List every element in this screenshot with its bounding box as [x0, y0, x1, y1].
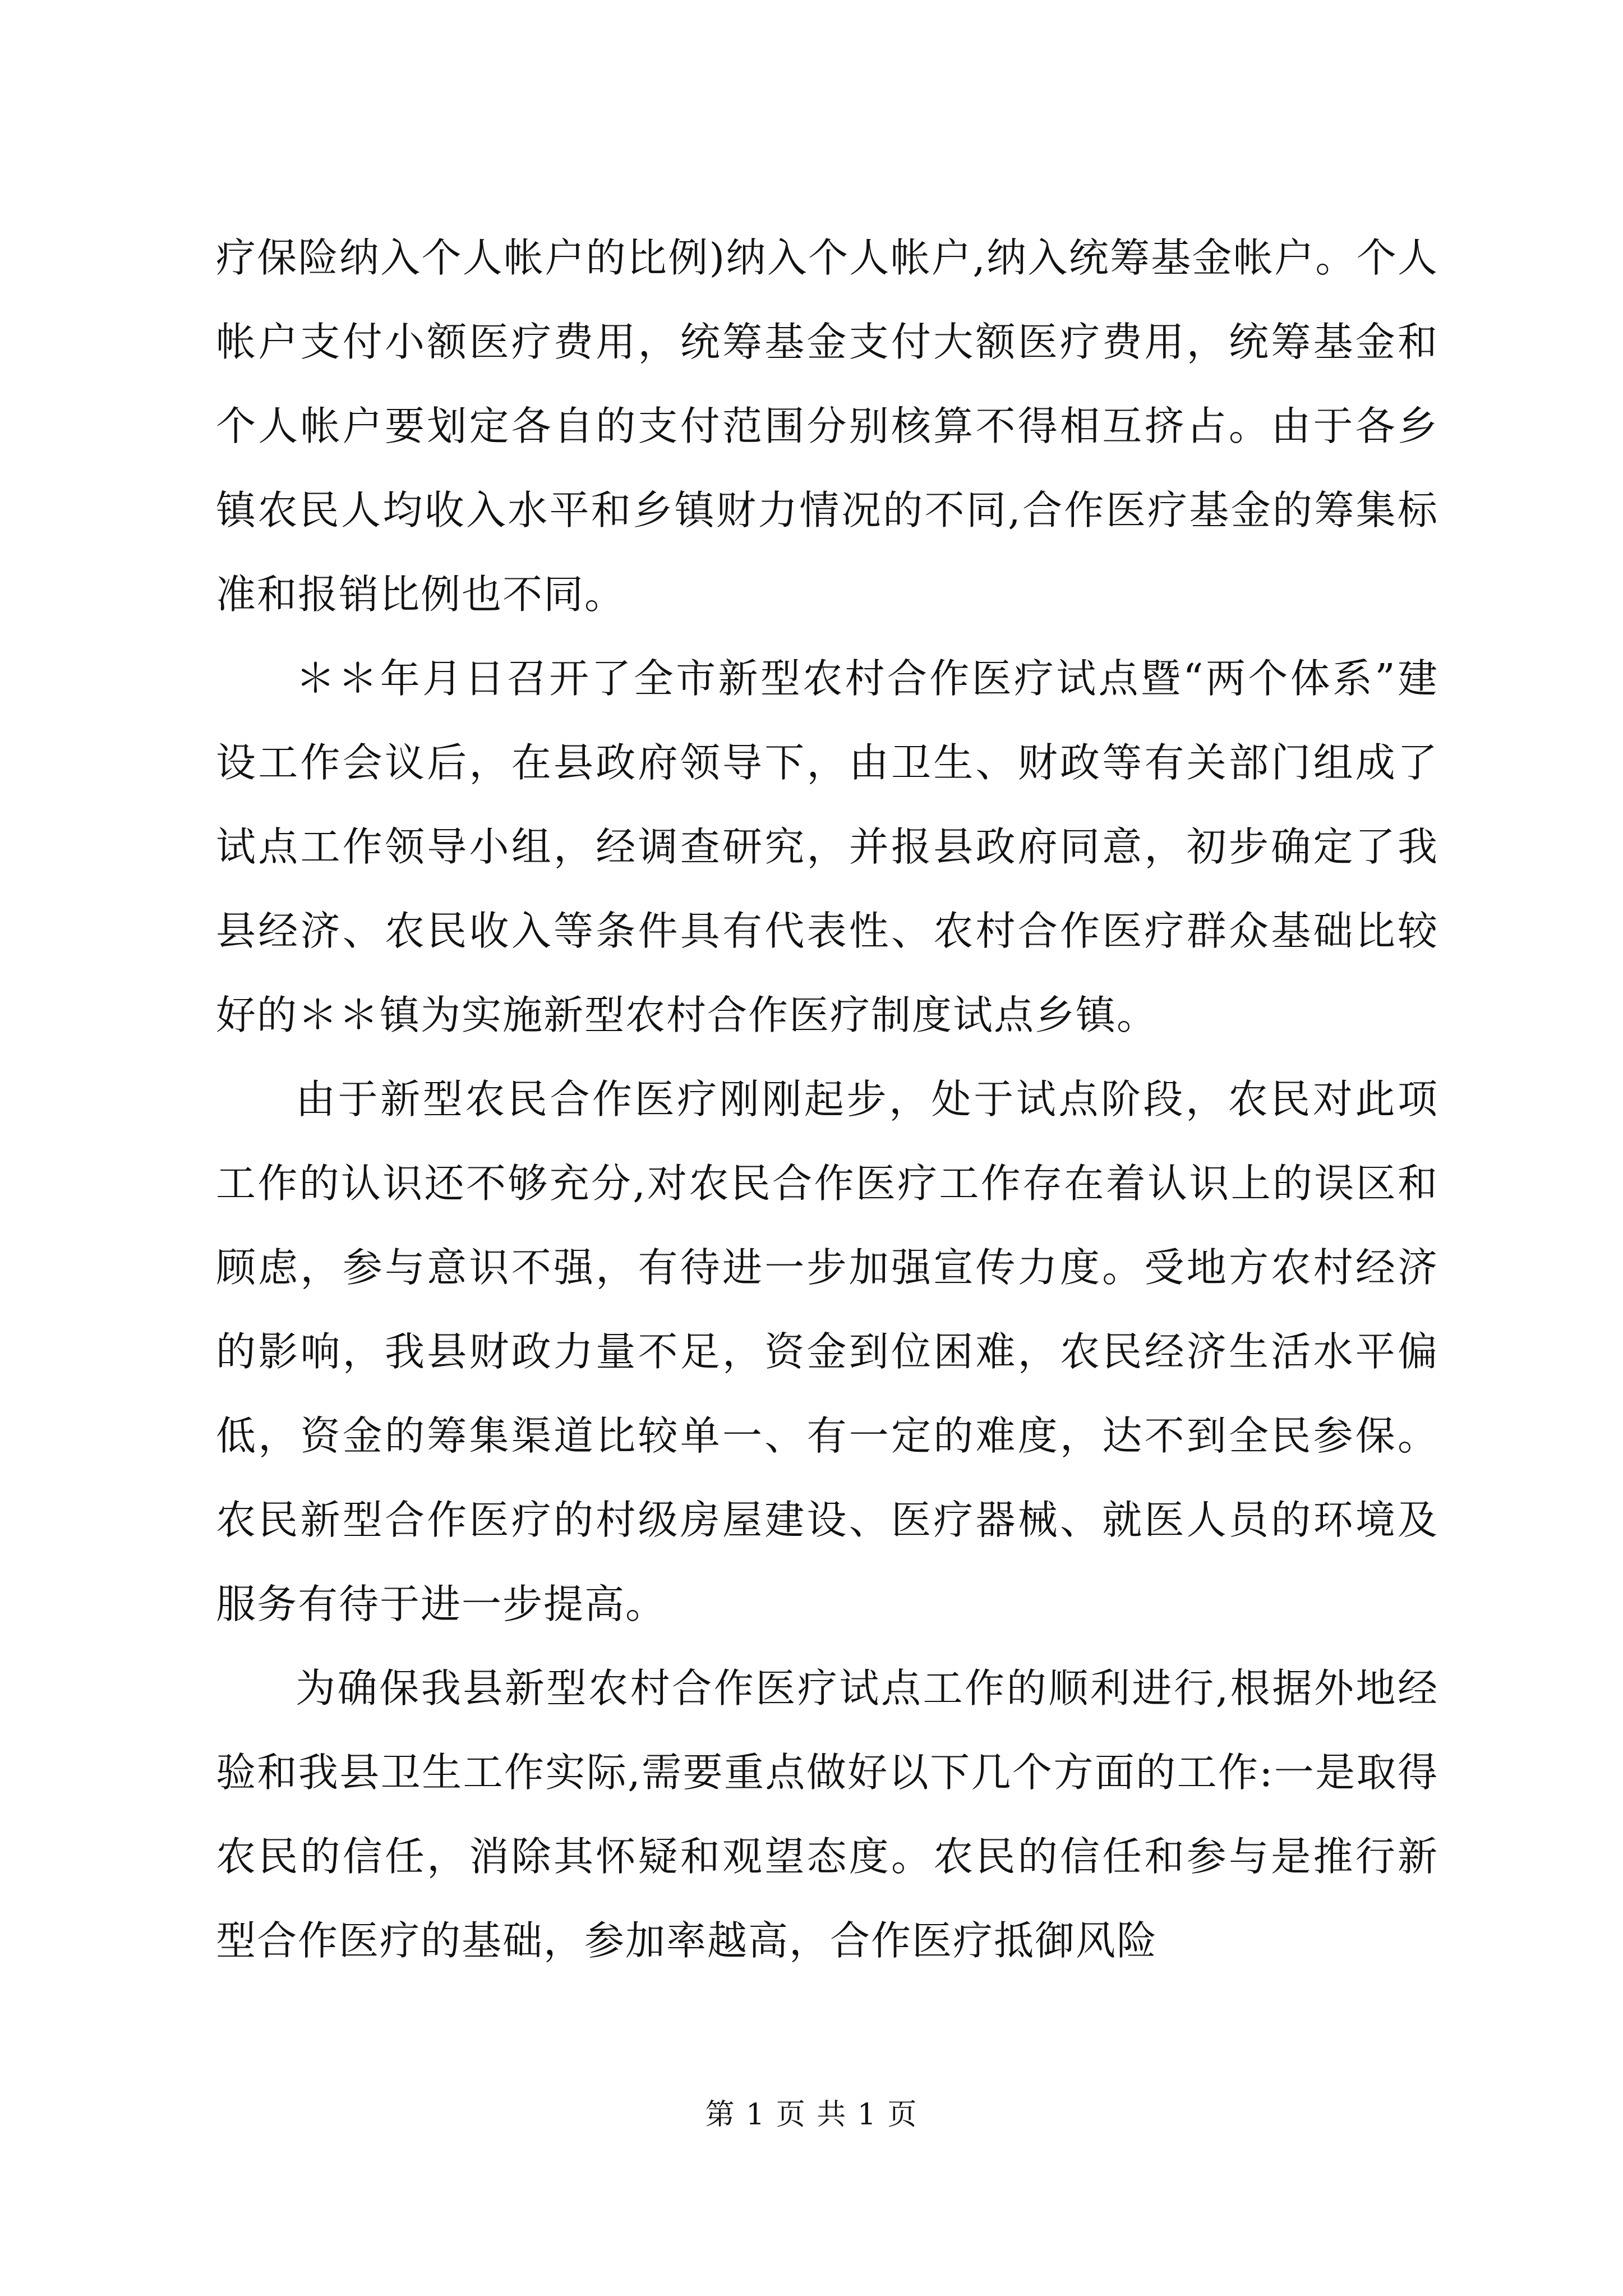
paragraph-4: 为确保我县新型农村合作医疗试点工作的顺利进行,根据外地经验和我县卫生工作实际,需要重点做好以下几个方面的工作:一是取得农民的信任，消除其怀疑和观望态度。农民的信任和参与是推行新型合作医疗的基础，参加率越高，合作医疗抵御风险: [216, 1665, 1438, 1964]
document-body: [216, 216, 1438, 1983]
page-footer: 第 1 页 共 1 页: [705, 2098, 918, 2132]
paragraph-1: 疗保险纳入个人帐户的比例)纳入个人帐户,纳入统筹基金帐户。个人帐户支付小额医疗费用，统筹基金支付大额医疗费用，统筹基金和个人帐户要划定各自的支付范围分别核算不得相互挤占。由于各乡镇农民人均收入水平和乡镇财力情况的不同,合作医疗基金的筹集标准和报销比例也不同。: [216, 234, 1438, 618]
paragraph-2: ＊＊年月日召开了全市新型农村合作医疗试点暨“两个体系”建设工作会议后，在县政府领导下，由卫生、财政等有关部门组成了试点工作领导小组，经调查研究，并报县政府同意，初步确定了我县经济、农民收入等条件具有代表性、农村合作医疗群众基础比较好的＊＊镇为实施新型农村合作医疗制度试点乡镇。: [216, 655, 1438, 1038]
paragraph-3: 由于新型农民合作医疗刚刚起步，处于试点阶段，农民对此项工作的认识还不够充分,对农民合作医疗工作存在着认识上的误区和顾虑，参与意识不强，有待进一步加强宣传力度。受地方农村经济的影响，我县财政力量不足，资金到位困难，农民经济生活水平偏低，资金的筹集渠道比较单一、有一定的难度，达不到全民参保。农民新型合作医疗的村级房屋建设、医疗器械、就医人员的环境及服务有待于进一步提高。: [216, 1076, 1438, 1627]
